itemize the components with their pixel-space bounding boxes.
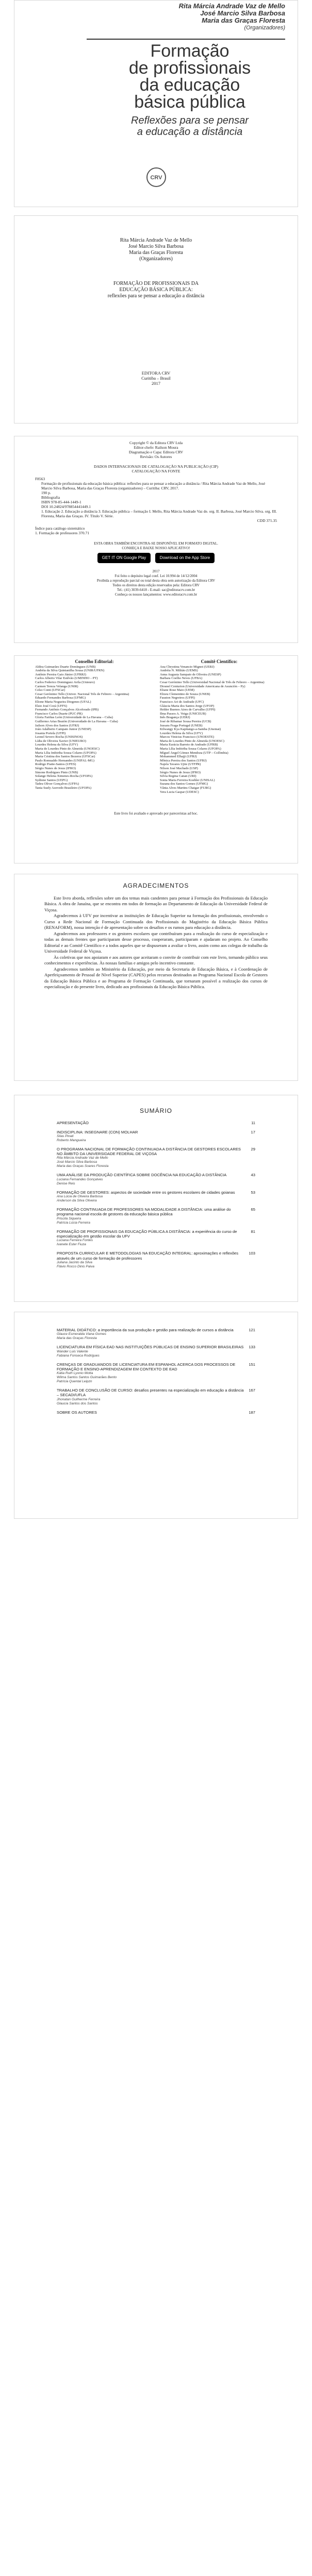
toc-entry-page: 43 — [251, 1173, 255, 1178]
council-member: Jussara Fraga Portugal (UNEB) — [160, 723, 203, 727]
index-line: Índice para catálogo sistemático — [35, 526, 85, 531]
cip-line: Bibliografia — [41, 495, 60, 500]
legal-line: Conheça os nossos lançamentos: www.editoracrv.com.br — [114, 592, 198, 597]
council-member: Celso Conti (UFSCar) — [35, 688, 65, 692]
scientific-committee-title: Comitê Científico: — [201, 659, 238, 664]
cip-line: 190 p. — [41, 490, 51, 495]
cover-title-line: de profissionais — [128, 58, 251, 78]
council-member: Élsio José Corá (UFFS) — [35, 704, 67, 708]
council-member: Maria Lília Imbiriba Sousa Colares (UFOPA) — [35, 751, 96, 755]
title-page-author: José Marcio Silva Barbosa — [128, 244, 184, 249]
toc-entry-page: 65 — [251, 1207, 255, 1212]
toc-entry-page: 187 — [249, 1410, 255, 1415]
toc-entry-authors: Rita Márcia Andrade Vaz de Mello José Marcio Silva Barbosa Maria das Graças Soares Floresta — [57, 1156, 109, 1168]
council-member: Paulo Romualdo Hernandes (UNIFAL-MG) — [35, 758, 94, 762]
publisher-line: EDITORA CRV — [141, 370, 171, 376]
digital-note — [14, 535, 298, 551]
council-member: Francisco Ari de Andrade (UFC) — [160, 700, 204, 704]
council-member: Francisco Carlos Duarte (PUC-PR) — [35, 711, 83, 716]
cover-title-line: da educação — [139, 75, 240, 95]
cip-line: CDD 371.35 — [257, 518, 277, 523]
toc-entry-authors: Silas Pinati Roberto Mangueira — [57, 1134, 86, 1142]
council-member: Maria de Lourdes Pinto de Almeida (UNOESC) — [35, 747, 100, 751]
council-member: Fernando Antônio Gonçalves Alcoforado (IPB) — [35, 708, 99, 712]
council-member: João Adalberto Campato Junior (UNESP) — [35, 727, 91, 732]
council-member: Gláucia Maria dos Santos Jorge (UFOP) — [160, 704, 215, 708]
toc-entry[interactable] — [57, 1328, 255, 1341]
toc-title: SUMÁRIO — [139, 1107, 172, 1114]
catalog-index — [14, 523, 298, 535]
toc-entry-page: 81 — [251, 1229, 255, 1234]
copyright-line: Editor-chefe: Railson Moura — [134, 445, 178, 450]
toc-entry-title: O PROGRAMA NACIONAL DE FORMAÇÃO CONTINUADA A DISTÂNCIA DE GESTORES ESCOLARES NO ÂMBITO DA UNIVERSIDADE FEDERAL DE VIÇOSA — [57, 1146, 241, 1157]
acknowledgments-page — [14, 874, 298, 1081]
legal-line: Tel.: (41) 3039-6418 - E-mail: sac@editoracrv.com.br — [117, 588, 195, 592]
title-page-title — [14, 262, 298, 299]
council-member: Anna Augusta Sampaio de Oliveira (UNESP) — [160, 672, 221, 676]
cover-title-line: básica pública — [134, 92, 245, 112]
legal-line: Proibida a reprodução parcial ou total desta obra sem autorização da Editora CRV — [96, 579, 216, 583]
cover-subtitle-line: Reflexões para se pensar — [131, 115, 249, 126]
council-member: Barbara Coelho Neves (UFBA) — [160, 676, 203, 681]
council-member: Maria Cristina dos Santos Bezerra (UFSCar) — [35, 755, 95, 759]
title-page-subtitle: reflexões para se pensar a educação a distância — [107, 293, 205, 299]
council-member: Míguel Ángel Gómez Mendoza (UTP – Colômbia) — [160, 751, 228, 755]
council-member: Ana Chrystina Venancio Mignot (UERJ) — [160, 665, 215, 669]
toc-entry-title: FORMAÇÃO DE GESTORES: aspectos de sociedade entre os gestores escolares de cidades goianas — [57, 1190, 235, 1195]
toc-entry-title: FORMAÇÃO DE PROFISSIONAIS DA EDUCAÇÃO PÚBLICA A DISTÂNCIA: a experiência do curso de especialização em gestão escolar da UFV — [57, 1229, 237, 1239]
council-member: Diosnel Centurion (Universidade Americana de Asunción – Py) — [160, 684, 245, 688]
cover-title — [92, 43, 288, 111]
scientific-committee — [160, 660, 278, 794]
toc-entry-title: CRENÇAS DE GRADUANDOS DE LICENCIATURA EM ESPANHOL ACERCA DOS PROCESSOS DE FORMAÇÃO E ENSINO-APRENDIZAGEM EM CONTEXTO DE EAD — [57, 1362, 236, 1371]
cip-title — [14, 459, 298, 473]
council-member: Leonel Severo Rocha (UNISINOS) — [35, 735, 83, 739]
toc-entry-title: UMA ANÁLISE DA PRODUÇÃO CIENTÍFICA SOBRE DOCÊNCIA NA EDUCAÇÃO A DISTÂNCIA — [57, 1173, 227, 1178]
cip-title-line: CATALOGAÇÃO NA FONTE — [132, 469, 180, 473]
council-member: Helder Buenos Aires de Carvalho (UFPI) — [160, 708, 216, 712]
peer-review-note: Este livro foi avaliado e aprovado por pareceristas ad hoc. — [114, 811, 198, 816]
council-member: Andréia da Silva Quintanilha Sousa (UNIR/UFRN) — [35, 669, 105, 673]
toc-entry-authors: Kátia Ruth Lyonio Motta Wilma Santos Santos Guimarães Bento Patrícia Quental Leipzn — [57, 1371, 117, 1384]
toc-entry-authors: Glauce Esmeralda Viana Gomes Maria das Graças Floresta — [57, 1332, 106, 1341]
toc-entry-title: PROPOSTA CURRICULAR E METODOLOGIAS NA EDUCAÇÃO INTEGRAL: aproximações e reflexões através de um curso de formação de professores — [57, 1251, 239, 1261]
ack-paragraph: Às coletivas que nos apoiaram e aos autores que aceitaram o convite de contribuir com este livro, tornando público seus conhecimentos e experiências. Às nossas famílias e amigos pelo incentivo constante. — [44, 954, 268, 965]
google-play-button[interactable]: GET IT ON Google Play — [97, 553, 151, 563]
title-page-title-line: FORMAÇÃO DE PROFISSIONAIS DA — [113, 281, 199, 286]
council-member: Tadeu Oliver Gonçalves (UFPA) — [35, 782, 79, 786]
council-member: Sérgio Nunes de Jesus (IFRO) — [160, 770, 201, 774]
cip-line: DOI 10.24824/978854441449.1 — [41, 504, 91, 509]
toc-entry-title: MATERIAL DIDÁTICO: a importância da sua produção e gestão para realização de cursos a distância — [57, 1328, 234, 1332]
cover-org-label: (Organizadores) — [244, 25, 285, 31]
council-member: Maria Eurácia Barreto de Andrade (UFRB) — [160, 743, 218, 747]
title-page-author: Rita Márcia Andrade Vaz de Mello — [120, 238, 192, 243]
toc-entry-authors: Wander Luis Valente Fabiana Fonseca Rodrigues — [57, 1349, 100, 1358]
council-member: Tania Suely Azevedo Brasileiro (UFOPA) — [35, 786, 92, 790]
cover-author: José Marcio Silva Barbosa — [200, 9, 285, 17]
council-member: Fauston Negreiros (UFPI) — [160, 696, 195, 700]
toc-entry-authors: Luciana Fernandes Gonçalves Denise Reis — [57, 1177, 103, 1185]
cover-authors — [14, 1, 298, 31]
toc-entry[interactable] — [57, 1410, 255, 1415]
toc-entry[interactable] — [57, 1173, 255, 1185]
council-member: Andréia N. Militão (UEMS) — [160, 669, 198, 673]
cover-subtitle — [92, 115, 288, 138]
council-member: Solange Helena Ximenes-Rocha (UFOPA) — [35, 774, 93, 778]
council-member: Silvia Regina Canan (URI) — [160, 774, 196, 778]
council-member: Aldira Guimarães Duarte Domínguez (UNB) — [35, 665, 96, 669]
editorial-council — [35, 660, 154, 790]
cover-title-line: Formação — [150, 41, 229, 61]
council-member: Najela Tavares Ujiie (UTFPR) — [160, 762, 201, 767]
cover-subtitle-line: a educação a distância — [137, 126, 243, 138]
toc-entry-page: 133 — [249, 1345, 255, 1350]
toc-entry[interactable] — [57, 1147, 255, 1169]
toc-list — [14, 1121, 298, 1269]
cip-record — [14, 473, 298, 523]
app-store-button[interactable]: Download on the App Store — [155, 553, 215, 563]
toc-entry-title: SOBRE OS AUTORES — [57, 1410, 97, 1415]
council-member: Marcos Vinicius Francisco (UNOESTE) — [160, 735, 215, 739]
toc-entry[interactable] — [57, 1207, 255, 1225]
acknowledgments-body — [14, 889, 298, 990]
toc-entry-page: 121 — [249, 1328, 255, 1332]
council-member: Elione Maria Nogueira Diogenes (UFAL) — [35, 700, 91, 704]
council-member: Sonia Maria Ferreira Koehler (UNISAL) — [160, 778, 215, 782]
council-member: Eliane Rose Maio (UEM) — [160, 688, 194, 692]
toc-entry-page: 103 — [249, 1251, 255, 1256]
council-member: Mônica Pereira dos Santos (UFRJ) — [160, 758, 207, 762]
toc-entry[interactable] — [57, 1251, 255, 1269]
toc-entry[interactable] — [57, 1229, 255, 1247]
ack-paragraph: Agradecemos também ao Ministério da Educação, por meio da Secretaria de Educação Básica, e à Coordenação de Aperfeiçoamento de Pessoal de Nível Superior (CAPES) pelos recursos destinados ao Programa Nacional Escola de Gestores da Educação Básica Pública e ao Programa de Formação Continuada, que tornaram possível a realização dos cursos de especialização e do presente livro, dedicado aos profissionais da Educação Básica Pública. — [44, 966, 268, 989]
title-page-publisher — [14, 370, 298, 386]
toc-entry-page: 167 — [249, 1388, 255, 1393]
toc-entry-page: 29 — [251, 1146, 255, 1151]
title-page-title-line: EDUCAÇÃO BÁSICA PÚBLICA: — [119, 287, 193, 293]
store-buttons — [14, 551, 298, 563]
cover-author: Maria das Graças Floresta — [202, 16, 285, 24]
legal-line: Todos os direitos desta edição reservados pela: Editora CRV — [112, 583, 200, 587]
digital-note-line: ESTA OBRA TAMBÉM ENCONTRA-SE DISPONÍVEL EM FORMATO DIGITAL. — [94, 541, 218, 546]
legal-line: 2017 — [152, 569, 160, 573]
toc-entry-page: 151 — [249, 1362, 255, 1367]
toc-entry-authors: Ana Lúcia de Oliveira Barbosa Anderson da Silva Oliveira — [57, 1195, 103, 1203]
cip-title-line: DADOS INTERNACIONAIS DE CATALOGAÇÃO NA PUBLICAÇÃO (CIP) — [93, 464, 219, 469]
toc-entry-authors: Luciana Ferreira Fontes Ivanete Ester Fiuza — [57, 1239, 93, 1247]
toc-entry-title: APRESENTAÇÃO — [57, 1121, 89, 1126]
legal-note — [14, 563, 298, 597]
copyright-line: Copyright © da Editora CRV Ltda — [129, 440, 183, 445]
scientific-committee-list — [160, 665, 278, 794]
council-member: Maria Lília Imbiriba Sousa Colares (UFOPA) — [160, 747, 221, 751]
council-member: Cesar Gerónimo Tello (Univer. Nacional Três de Febrero – Argentina) — [35, 692, 129, 696]
council-member: Nilson José Machado (USP) — [160, 767, 198, 771]
toc-entry-authors: Jhonatan Guilherme Ferreira Glaucia Santos dos Santos — [57, 1397, 101, 1405]
council-member: Vânia Alves Martins Chaigar (FURG) — [160, 786, 211, 790]
digital-note-line: CONHEÇA E BAIXE NOSSO APLICATIVO! — [122, 546, 190, 550]
toc-entry[interactable] — [57, 1121, 255, 1125]
title-page-authors — [14, 216, 298, 262]
ack-paragraph: Agradecemos aos professores e os gestores escolares que contribuíram para a realização do curso de especialização e todas as demais frentes que participaram desse processo, cooperaram, participaram e ajudaram no projeto. Ao Conselho Editorial e ao Comitê Científico e a todos aqueles que se dispuseram a avaliar o livro, assim como aos colegas de trabalho da Universidade Federal de Viçosa. — [44, 930, 268, 954]
council-member: Antônio Pereira Gaio Júnior (UFRRJ) — [35, 672, 86, 676]
legal-line: Foi feito o depósito legal conf. Lei 10.994 de 14/12/2004 — [114, 574, 198, 578]
council-member: Jailson Alves dos Santos (UFRJ) — [35, 723, 79, 727]
toc-entry[interactable] — [57, 1190, 255, 1203]
cip-line: ISBN 978-85-444-1449-1 — [41, 500, 81, 504]
council-member: Suzana dos Santos Gomes (UFMG) — [160, 782, 208, 786]
council-member: Rodrigo Pratte-Santos (UFES) — [35, 762, 76, 767]
title-page — [14, 215, 298, 423]
council-member: Carlos Federico Dominguez Avila (Unieuro) — [35, 680, 95, 684]
council-member: José de Ribamar Sousa Pereira (UCB) — [160, 719, 211, 723]
svg-text:CRV: CRV — [150, 175, 162, 181]
catalog-page — [14, 436, 298, 643]
cip-line: Formação de profissionais da educação básica pública: reflexões para se pensar a educação a distância / Rita Márcia Andrade Vaz de Mello, José Marcio Silva Barbosa, Maria das Graças Floresta (organizadores) – Curitiba: CRV, 2017. — [41, 481, 266, 490]
copyright-line: Diagramação e Capa: Editora CRV — [128, 450, 184, 454]
title-page-org-label: (Organizadores) — [139, 256, 173, 262]
toc-entry-page: 17 — [251, 1129, 255, 1134]
toc-entry-title: INDISCIPLINA: INSEGNARE (CON) MOLHAR — [57, 1129, 138, 1134]
council-member: Eduardo Fernandes Barbosa (UFMG) — [35, 696, 86, 700]
council-member: Guillermo Arias Beatón (Universidade de La Havana – Cuba) — [35, 719, 118, 723]
council-member: Lourdes Helena da Silva (UFV) — [35, 743, 78, 747]
council-member: Mohammed Elhajji (UFRJ) — [160, 755, 197, 759]
cover-rule — [87, 39, 285, 40]
council-member: Carmen Tereza Velanga (UNIR) — [35, 684, 78, 688]
toc-entry-title: FORMAÇÃO CONTINUADA DE PROFESSORES NA MODALIDADE A DISTÂNCIA: uma análise do programa nacional escola de gestores da educação básica pública — [57, 1207, 231, 1217]
title-page-author: Maria das Graças Floresta — [129, 250, 183, 256]
publisher-line: Curitiba – Brasil — [141, 376, 171, 381]
cip-line: 1. Educação 2. Educação a distância 3. Educação pública – formação I. Mello, Rita Márcia Andrade Vaz de. org. II. Barbosa, José Marcio Silva. org. III. Floresta, Maria das Graças. IV. Título V. Série. — [41, 509, 277, 518]
council-member: Elizeu Clementino de Souza (UNEB) — [160, 692, 210, 696]
toc-page-1 — [14, 1095, 298, 1302]
editorial-council-title: Conselho Editorial: — [75, 659, 114, 664]
toc-entry[interactable] — [57, 1345, 255, 1358]
council-member: Sérgio Nunes de Jesus (IFRO) — [35, 767, 76, 771]
toc-entry-authors: Priscila Siqueira Patrícia Lúcia Ferreira — [57, 1216, 90, 1225]
copyright-block — [14, 436, 298, 459]
council-member: Gloria Fariñas León (Universidade de La Havana – Cuba) — [35, 716, 113, 720]
toc-entry-authors: Juliana Jacinto da Silva Flávio Rocco Dinis Paiva — [57, 1260, 94, 1268]
copyright-line: Revisão: Os Autores — [140, 454, 172, 459]
toc-entry[interactable] — [57, 1130, 255, 1143]
council-page — [14, 655, 298, 863]
council-member: Simone Rodrigues Pinto (UNB) — [35, 770, 78, 774]
cip-line: F8563 — [35, 477, 45, 481]
council-member: Vera Lucia Gaspar (UDESC) — [160, 790, 199, 794]
council-member: Inês Bragança (UERJ) — [160, 716, 190, 720]
ack-paragraph: Agradecemos à UFV por incentivar as instituições de Educação Superior na formação dos profissionais, envolvendo o Curso a Rede Nacional de Formação Continuada dos Profissionais do Magistério da Educação Básica Pública (RENAFORM), nossa intenção é de apresentação sobre os desafios e os rumos para educação a distância. — [44, 913, 268, 930]
council-member: Maria de Lourdes Pinto de Almeida (UNOESC) — [160, 739, 224, 743]
toc-entry-page: 53 — [251, 1190, 255, 1195]
ack-paragraph: Este livro aborda, reflexões sobre um dos temas mais candentes para pensar à Formação dos Profissionais da Educação Básica. A obra de Janaína, que se encontra em todos de formação ao Departamento de Educação da Universidade Federal de Viçosa. — [44, 895, 268, 912]
toc-entry[interactable] — [57, 1362, 255, 1384]
cover-author: Rita Márcia Andrade Vaz de Mello — [178, 2, 285, 10]
toc-entry[interactable] — [57, 1388, 255, 1406]
editorial-council-list — [35, 665, 154, 790]
toc-page-2 — [14, 1312, 298, 1519]
council-member: Ilma Passos A. Veiga (UNICEUB) — [160, 711, 206, 716]
toc-list — [14, 1328, 298, 1415]
council-member: Carlos Alberto Vilar Estêvão (UMINHO – PT) — [35, 676, 98, 681]
toc-entry-title: LICENCIATURA EM FÍSICA EAD NAS INSTITUIÇÕES PÚBLICAS DE ENSINO SUPERIOR BRASILEIRAS — [57, 1345, 244, 1350]
council-member: Sydione Santos (UEPG) — [35, 778, 68, 782]
council-member: Cesar Gerónimo Tello (Universidad Nacional de Três de Febrero – Argentina) — [160, 680, 265, 684]
council-member: Kilwangy Kya Kapitango-a-Samba (Unemat) — [160, 727, 221, 732]
cover-page — [14, 0, 298, 207]
index-line: 1. Formação de professores 370.71 — [35, 531, 89, 535]
council-member: Lourdes Helena da Silva (UFV) — [160, 731, 203, 735]
council-member: Josania Portela (UFPI) — [35, 731, 66, 735]
council-member: Lídia de Oliveira Xavier (UNIEURO) — [35, 739, 86, 743]
toc-entry-title: TRABALHO DE CONCLUSÃO DE CURSO: desafios presentes na especialização em educação a distância – SECADI/UFLA — [57, 1388, 244, 1398]
acknowledgments-title: AGRADECIMENTOS — [123, 882, 189, 889]
publisher-line: 2017 — [152, 381, 160, 386]
toc-entry-page: 11 — [251, 1121, 255, 1126]
publisher-logo — [146, 167, 167, 188]
